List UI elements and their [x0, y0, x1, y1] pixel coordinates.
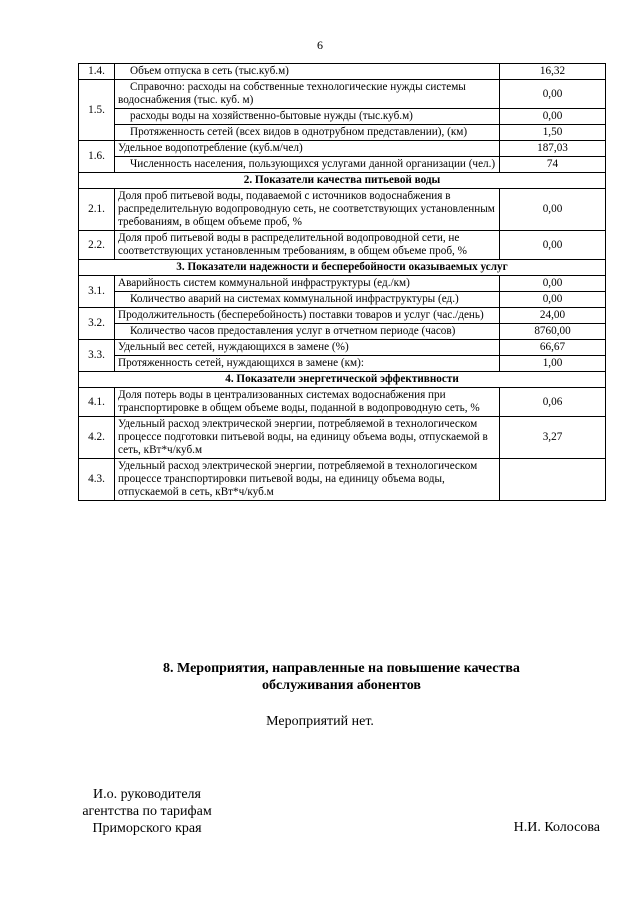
indicator-description: Протяженность сетей, нуждающихся в замене (км):: [115, 356, 500, 372]
section-row: [79, 173, 606, 189]
table-row: [79, 356, 606, 372]
indicator-value: 0,06: [500, 388, 606, 417]
table-row: [79, 80, 606, 109]
indicator-value: 0,00: [500, 189, 606, 231]
indicator-value: 1,00: [500, 356, 606, 372]
indicator-value: 0,00: [500, 231, 606, 260]
table-row: [79, 417, 606, 459]
section-title: 2. Показатели качества питьевой воды: [79, 173, 606, 189]
table-row: [79, 109, 606, 125]
indicator-description: Количество аварий на системах коммунальной инфраструктуры (ед.): [115, 292, 500, 308]
indicator-description: Удельный вес сетей, нуждающихся в замене (%): [115, 340, 500, 356]
indicator-description: Численность населения, пользующихся услугами данной организации (чел.): [115, 157, 500, 173]
row-number: 1.5.: [79, 80, 115, 141]
signer-line-3: Приморского края: [92, 821, 202, 836]
indicator-value: 74: [500, 157, 606, 173]
indicator-description: Удельное водопотребление (куб.м/чел): [115, 141, 500, 157]
indicators-table: [78, 63, 606, 501]
section-row: [79, 372, 606, 388]
indicator-description: Удельный расход электрической энергии, потребляемой в технологическом процессе подготовки питьевой воды, на единицу объема воды, отпускаемой в сеть, кВт*ч/куб.м: [115, 417, 500, 459]
row-number: 4.2.: [79, 417, 115, 459]
indicator-description: Удельный расход электрической энергии, потребляемой в технологическом процессе транспортировки питьевой воды, на единицу объема воды, отпускаемой в сеть, кВт*ч/куб.м: [115, 459, 500, 501]
row-number: 3.3.: [79, 340, 115, 372]
indicator-description: Доля проб питьевой воды, подаваемой с источников водоснабжения в распределительную водопроводную сеть, не соответствующих установленным требованиям, в общем объеме проб, %: [115, 189, 500, 231]
table-row: [79, 157, 606, 173]
indicator-value: 0,00: [500, 292, 606, 308]
signer-line-2: агентства по тарифам: [82, 804, 212, 819]
table-row: [79, 292, 606, 308]
indicator-value: 0,00: [500, 80, 606, 109]
indicator-description: расходы воды на хозяйственно-бытовые нужды (тыс.куб.м): [115, 109, 500, 125]
row-number: 4.1.: [79, 388, 115, 417]
page-number: 6: [317, 38, 323, 52]
table-row: [79, 340, 606, 356]
row-number: 1.6.: [79, 141, 115, 173]
table-row: [79, 189, 606, 231]
section-8-heading: [78, 660, 605, 694]
indicator-value: 3,27: [500, 417, 606, 459]
section-8-title-line-1: 8. Мероприятия, направленные на повышение качества: [163, 661, 520, 676]
indicator-value: [500, 459, 606, 501]
indicator-value: 0,00: [500, 276, 606, 292]
table-row: [79, 276, 606, 292]
row-number: 2.2.: [79, 231, 115, 260]
indicator-value: 187,03: [500, 141, 606, 157]
signer-position: [62, 786, 232, 837]
indicator-description: Аварийность систем коммунальной инфраструктуры (ед./км): [115, 276, 500, 292]
indicator-description: Количество часов предоставления услуг в отчетном периоде (часов): [115, 324, 500, 340]
indicator-value: 8760,00: [500, 324, 606, 340]
indicator-value: 24,00: [500, 308, 606, 324]
indicator-value: 66,67: [500, 340, 606, 356]
indicator-description: Доля потерь воды в централизованных системах водоснабжения при транспортировке в общем объеме воды, поданной в водопроводную сеть, %: [115, 388, 500, 417]
indicator-value: 1,50: [500, 125, 606, 141]
section-row: [79, 260, 606, 276]
table-row: [79, 324, 606, 340]
indicator-description: Доля проб питьевой воды в распределительной водопроводной сети, не соответствующих установленным требованиям, в общем объеме проб, %: [115, 231, 500, 260]
indicator-value: 0,00: [500, 109, 606, 125]
table-row: [79, 388, 606, 417]
section-title: 4. Показатели энергетической эффективности: [79, 372, 606, 388]
table-row: [79, 141, 606, 157]
indicator-description: Объем отпуска в сеть (тыс.куб.м): [115, 64, 500, 80]
table-row: [79, 64, 606, 80]
signer-line-1: И.о. руководителя: [92, 787, 201, 802]
indicator-description: Продолжительность (бесперебойность) поставки товаров и услуг (час./день): [115, 308, 500, 324]
signer-name: Н.И. Колосова: [513, 820, 600, 835]
table-row: [79, 125, 606, 141]
indicator-description: Протяженность сетей (всех видов в однотрубном представлении), (км): [115, 125, 500, 141]
row-number: 3.1.: [79, 276, 115, 308]
row-number: 2.1.: [79, 189, 115, 231]
table-row: [79, 231, 606, 260]
section-8-title-line-2: обслуживания абонентов: [262, 678, 421, 693]
section-title: 3. Показатели надежности и бесперебойности оказываемых услуг: [79, 260, 606, 276]
indicator-value: 16,32: [500, 64, 606, 80]
table-row: [79, 308, 606, 324]
no-measures-text: Мероприятий нет.: [266, 714, 374, 729]
row-number: 4.3.: [79, 459, 115, 501]
indicator-description: Справочно: расходы на собственные технологические нужды системы водоснабжения (тыс. куб. м): [115, 80, 500, 109]
row-number: 1.4.: [79, 64, 115, 80]
row-number: 3.2.: [79, 308, 115, 340]
table-row: [79, 459, 606, 501]
indicators-table-body: [79, 64, 606, 501]
